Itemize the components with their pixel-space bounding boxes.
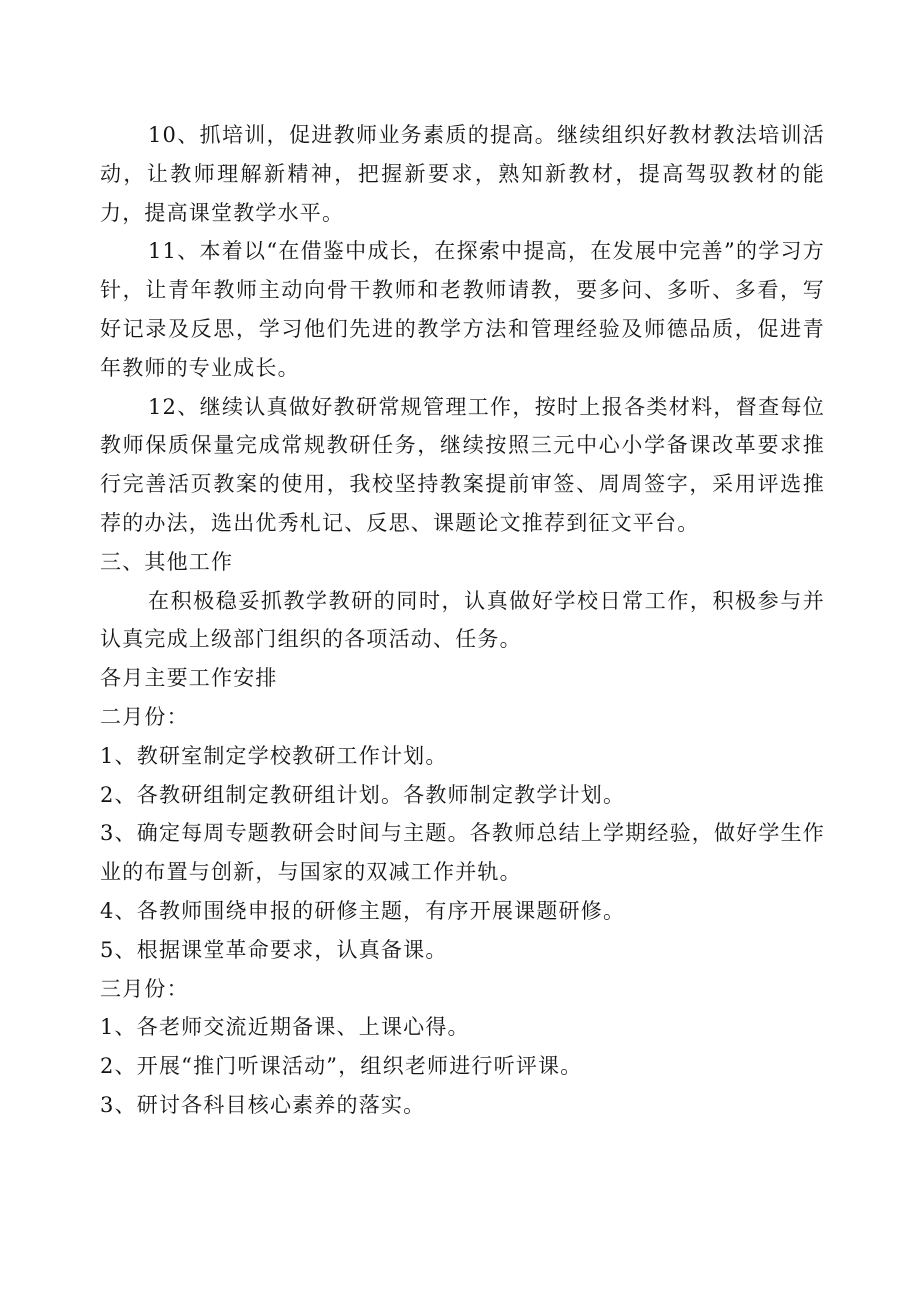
feb-item-4: 4、各教师围绕申报的研修主题，有序开展课题研修。 [100, 898, 626, 923]
paragraph-10: 10、抓培训，促进教师业务素质的提高。继续组织好教材教法培训活动，让教师理解新精神，把握新要求，熟知新教材，提高驾驭教材的能力，提高课堂教学水平。 [100, 123, 825, 225]
feb-item-3: 3、确定每周专题教研会时间与主题。各教师总结上学期经验，做好学生作业的布置与创新，与国家的双减工作并轨。 [100, 821, 825, 885]
other-work-body: 在积极稳妥抓教学教研的同时，认真做好学校日常工作，积极参与并认真完成上级部门组织的各项活动、任务。 [100, 588, 825, 652]
feb-item-1: 1、教研室制定学校教研工作计划。 [100, 743, 448, 768]
document-page [100, 116, 825, 1125]
month-title-feb: 二月份： [100, 704, 189, 729]
feb-item-2: 2、各教研组制定教研组计划。各教师制定教学计划。 [100, 782, 626, 807]
month-title-mar: 三月份： [100, 976, 189, 1001]
monthly-schedule-heading: 各月主要工作安排 [100, 666, 278, 691]
section-heading-other-work: 三、其他工作 [100, 549, 234, 574]
mar-item-3: 3、研讨各科目核心素养的落实。 [100, 1092, 426, 1117]
mar-item-2: 2、开展“推门听课活动”，组织老师进行听评课。 [100, 1054, 583, 1079]
mar-item-1: 1、各老师交流近期备课、上课心得。 [100, 1015, 470, 1040]
paragraph-11: 11、本着以“在借鉴中成长，在探索中提高，在发展中完善”的学习方针，让青年教师主动向骨干教师和老教师请教，要多问、多听、多看，写好记录及反思，学习他们先进的教学方法和管理经验及师德品质，促进青年教师的专业成长。 [100, 239, 825, 380]
paragraph-12: 12、继续认真做好教研常规管理工作，按时上报各类材料，督查每位教师保质保量完成常规教研任务，继续按照三元中心小学备课改革要求推行完善活页教案的使用，我校坚持教案提前审签、周周签字，采用评选推荐的办法，选出优秀札记、反思、课题论文推荐到征文平台。 [100, 394, 825, 535]
feb-item-5: 5、根据课堂革命要求，认真备课。 [100, 937, 448, 962]
